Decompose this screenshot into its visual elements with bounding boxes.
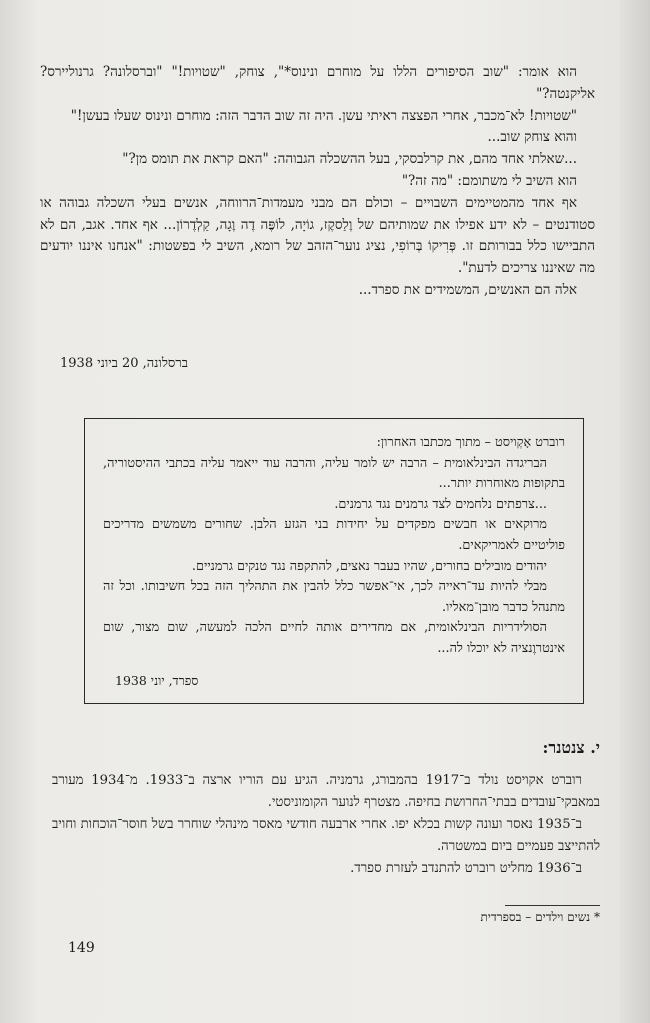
page-number: 149 [68, 940, 95, 956]
bio-text-block [52, 770, 600, 880]
bio-paragraph: ב־1936 מחליט רוברט להתנדב לעזרת ספרד. [350, 861, 582, 876]
letter-paragraph: יהודים מובילים בחורים, שהיו בעבר נאצים, להתקפה נגד טנקים גרמניים. [191, 558, 547, 574]
letter-paragraph: הסולידריות הבינלאומית, אם מחדירים אותה לחיים הלכה למעשה, שום מצור, שום אינטרוֶנציה לא יוכלו לה... [103, 620, 565, 656]
letter-date: ספרד, יוני 1938 [115, 673, 199, 688]
top-paragraph: אף אחד מהמטיימים השבויים – וכולם הם מבני מעמדות־הרווחה, אנשים בעלי השכלה גבוהה או סטודנטים – לא ידע אפילו את שמותיהם של וֶלַסקֶז, גוֹיָה, לוֹפֶּה דֶה וֶגָה, קַלְדֶרוֹן... אף אחד. אגב, הם לא התביישו כלל בבורותם זו. פְּרִיקוֹ בְּרוֹפִי, נציג נוער־הזהב של רומא, השיב לי בפשטות: "אנחנו איננו יודעים מה שאיננו צריכים לדעת". [40, 194, 595, 277]
footnote: * נשים וילדים – בספרדית [480, 910, 600, 924]
letter-paragraph: ...צרפתים נלחמים לצד גרמנים נגד גרמנים. [334, 496, 547, 512]
letter-paragraph: הבריגדה הבינלאומית – הרבה יש לומר עליה, והרבה עוד ייאמר עליה בכתבי ההיסטוריה, בתקופות מאוחרות יותר... [103, 455, 565, 492]
top-paragraph: אלה הם האנשים, המשמידים את ספרד... [358, 281, 577, 298]
footnote-divider [505, 905, 600, 906]
top-paragraph: "שטויות! לא־מכבר, אחרי הפצצה ראיתי עשן. היה זה שוב הדבר הזה: מוחרם ונינוס שעלו בעשן!" [70, 107, 577, 124]
letter-title: רוברט אָקְויסט – מתוך מכתבו האחרון: [376, 435, 565, 450]
letter-paragraph: מרוקאים או חבשים מפקדים על יחידות בני הגזע הלבן. שחורים משמשים מדריכים פוליטיים לאמריקאים. [103, 517, 565, 553]
bio-paragraph: רוברט אקויסט נולד ב־1917 בהמבורג, גרמניה. הגיע עם הוריו ארצה ב־1933. מ־1934 מעורב במאבקי־עובדים בבתי־החרושת בחיפה. מצטרף לנוער הקומוניסטי. [52, 773, 600, 810]
bio-paragraph: ב־1935 נאסר ועונה קשות בכלא יפו. אחרי ארבעה חודשי מאסר מינהלי שוחרר בשל חוסר־הוכחות וחויב להתייצב פעמיים ביום במשטרה. [52, 817, 600, 854]
letter-paragraph: מבלי להיות עד־ראייה לכך, אי־אפשר כלל להבין את התהליך הזה בכל חשיבותו. וכל זה מתנהל כדבר מובן־מאליו. [103, 579, 565, 615]
section-heading: י. צנטנר: [542, 738, 600, 757]
top-paragraph: הוא השיב לי משתומם: "מה זה?" [401, 172, 577, 189]
letter-box-text [103, 433, 565, 660]
top-paragraph: הוא אומר: "שוב הסיפורים הללו על מוחרם ונינוס*", צוחק, "שטויות!" "וברסלונה? גרנוליירס? אליקנטה?" [40, 64, 595, 102]
page-spine-shadow [620, 0, 650, 1023]
dateline: ברסלונה, 20 ביוני 1938 [60, 356, 188, 371]
letter-box [84, 418, 584, 704]
top-text-block [40, 62, 595, 302]
top-paragraph: ...שאלתי אחד מהם, את קרלבסקי, בעל ההשכלה הגבוהה: "האם קראת את תומס מן?" [122, 151, 577, 168]
top-paragraph: והוא צוחק שוב... [487, 129, 577, 146]
